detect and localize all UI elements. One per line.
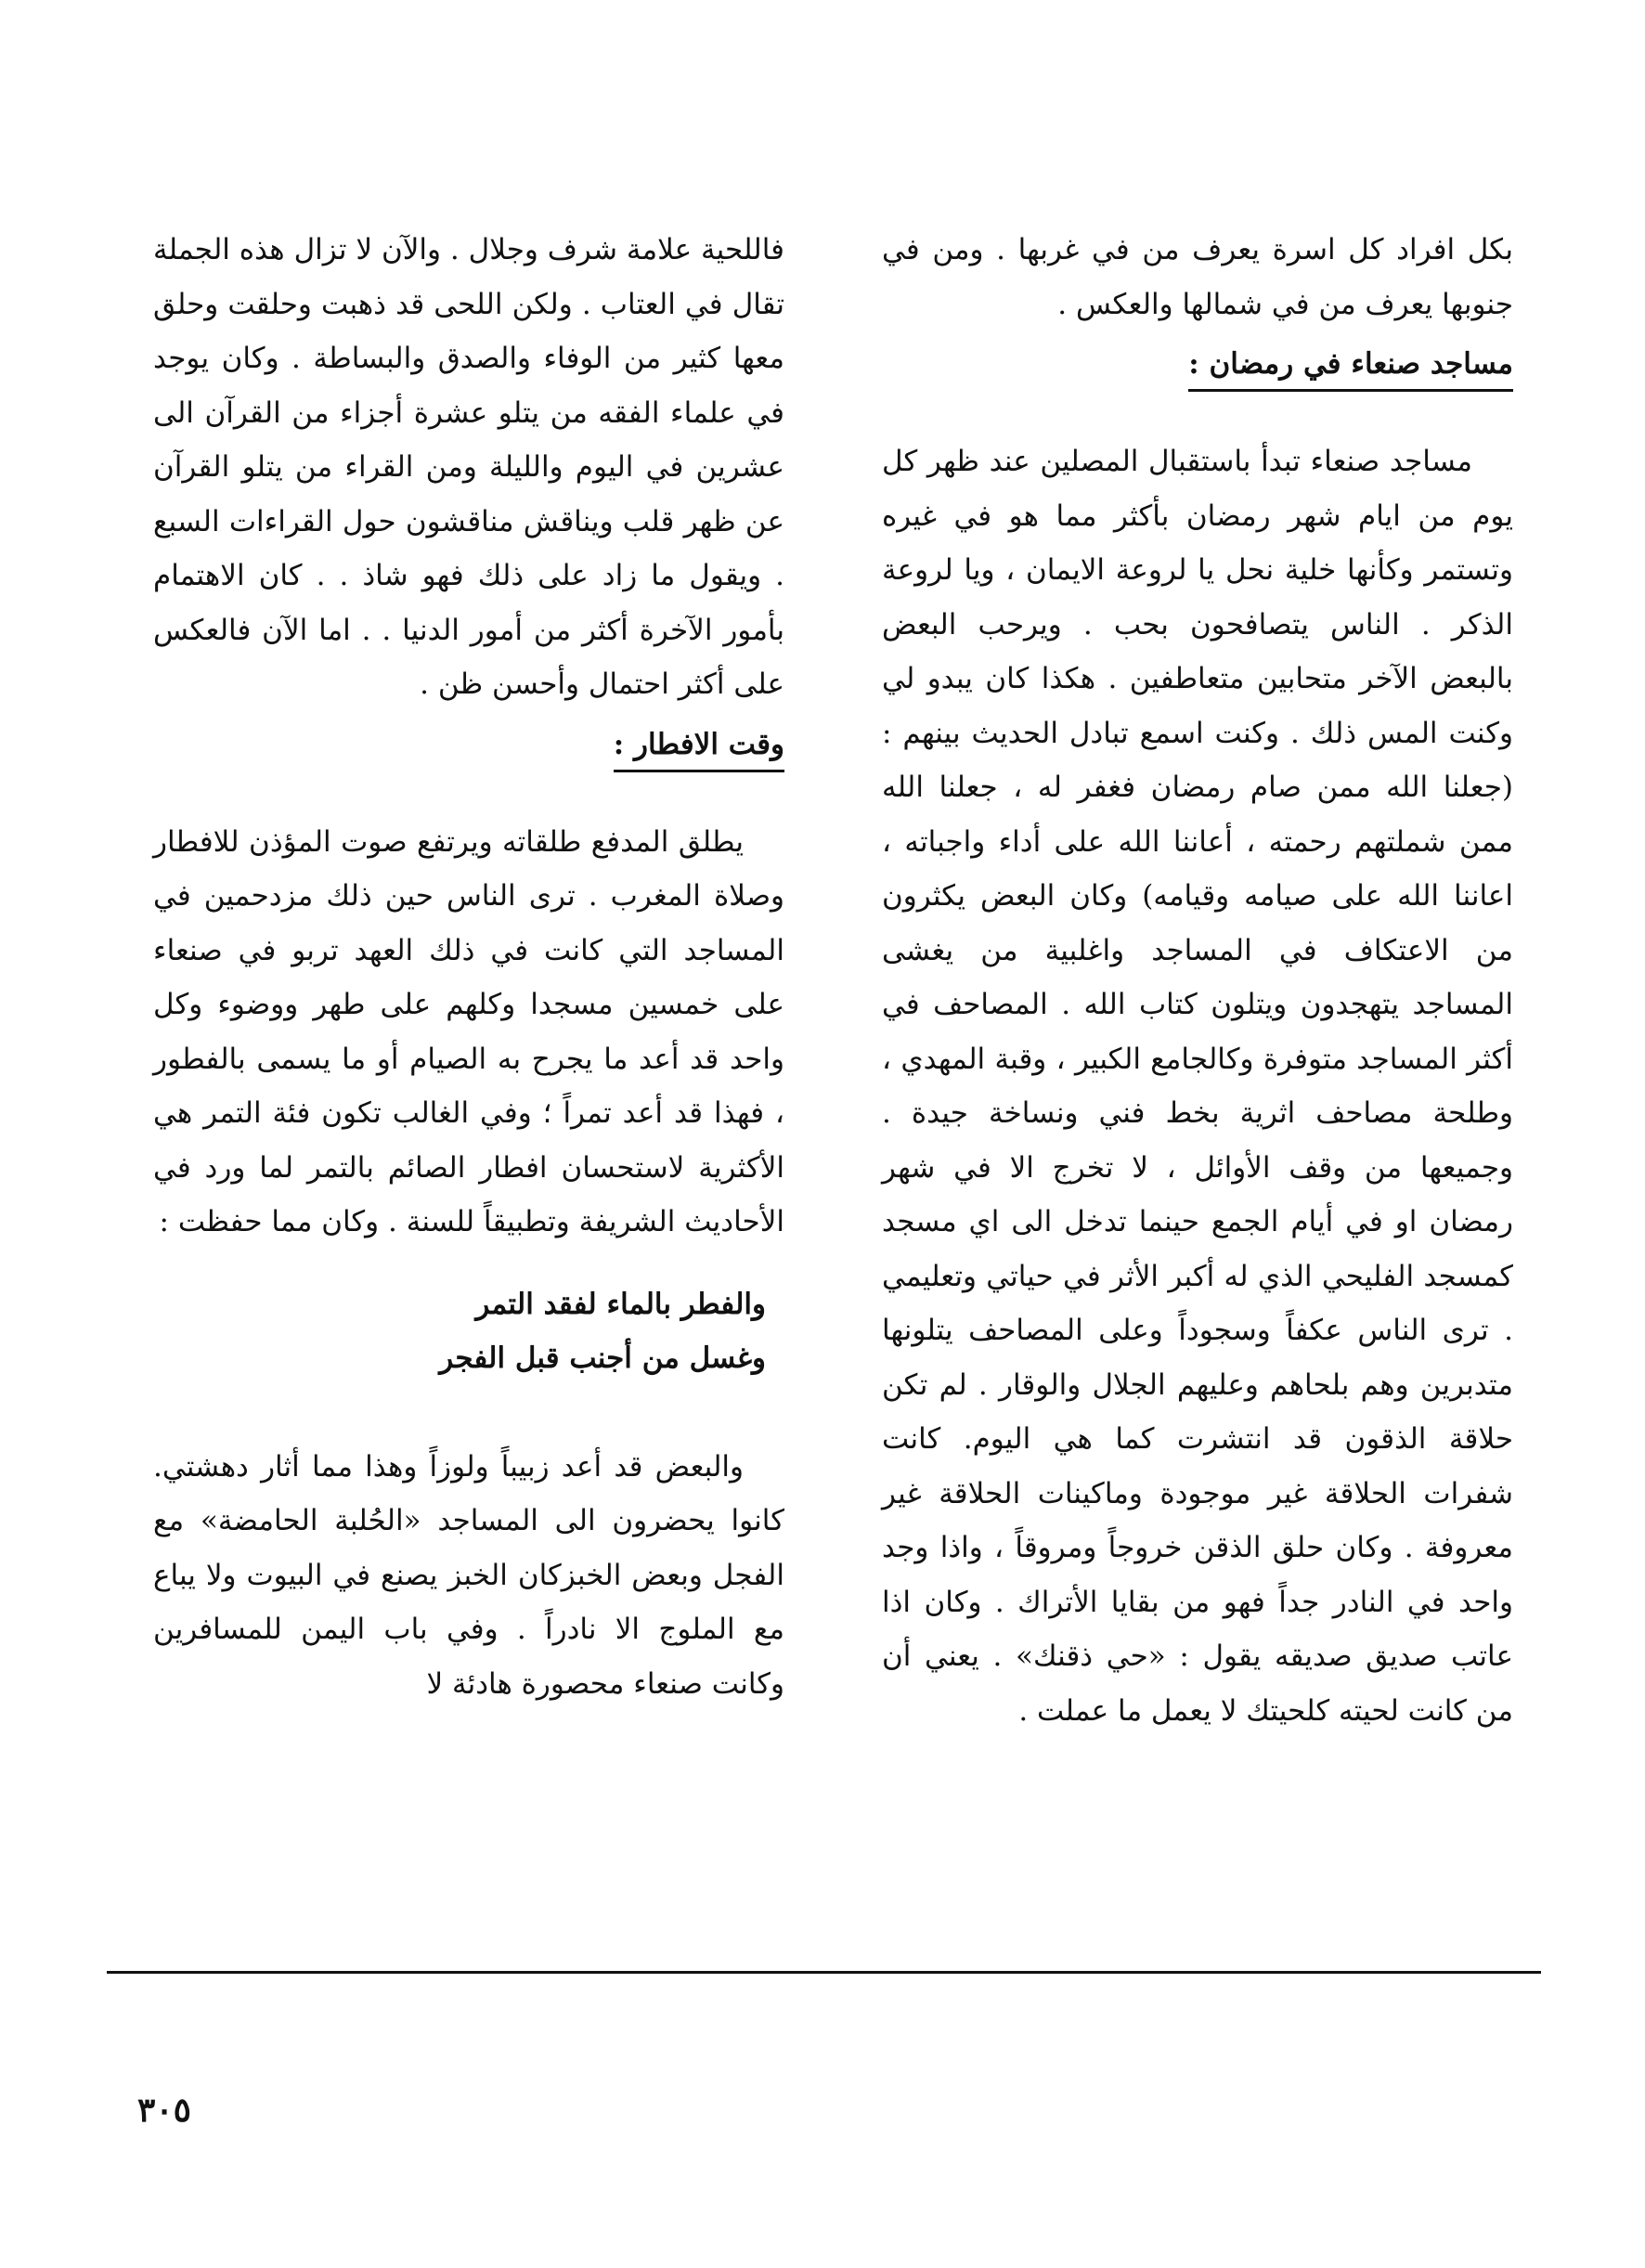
poem-verse-1: والفطر بالماء لفقد التمر	[475, 1287, 766, 1321]
iftar-continuation-paragraph: والبعض قد أعد زبيباً ولوزاً وهذا مما أثار دهشتي. كانوا يحضرون الى المساجد «الحُلبة الحامضة» مع الفجل وبعض الخبزكان الخبز يصنع في البيوت ولا يباع مع الملوج الا نادراً . وفي باب اليمن للمسافرين وكانت صنعاء محصورة هادئة لا	[153, 1449, 784, 1701]
left-column	[153, 223, 784, 1711]
right-column	[882, 223, 1513, 1738]
poem-verse-2: وغسل من أجنب قبل الفجر	[439, 1341, 766, 1375]
right-intro-paragraph: بكل افراد كل اسرة يعرف من في غربها . ومن في جنوبها يعرف من في شمالها والعكس .	[882, 233, 1513, 321]
footer-rule	[107, 1971, 1541, 1974]
section-heading-iftar-time: وقت الافطار :	[614, 723, 784, 772]
ramadan-mosques-paragraph: مساجد صنعاء تبدأ باستقبال المصلين عند ظهر كل يوم من ايام شهر رمضان بأكثر مما هو في غيره وتستمر وكأنها خلية نحل يا لروعة الايمان ، ويا لروعة الذكر . الناس يتصافحون بحب . ويرحب البعض بالبعض الآخر متحابين متعاطفين . هكذا كان يبدو لي وكنت المس ذلك . وكنت اسمع تبادل الحديث بينهم : (جعلنا الله ممن صام رمضان فغفر له ، جعلنا الله ممن شملتهم رحمته ، أعاننا الله على أداء واجباته ، اعاننا الله على صيامه وقيامه) وكان البعض يكثرون من الاعتكاف في المساجد واغلبية من يغشى المساجد يتهجدون ويتلون كتاب الله . المصاحف في أكثر المساجد متوفرة وكالجامع الكبير ، وقبة المهدي ، وطلحة مصاحف اثرية بخط فني ونساخة جيدة . وجميعها من وقف الأوائل ، لا تخرج الا في شهر رمضان او في أيام الجمع حينما تدخل الى اي مسجد كمسجد الفليحي الذي له أكبر الأثر في حياتي وتعليمي . ترى الناس عكفاً وسجوداً وعلى المصاحف يتلونها متدبرين وهم بلحاهم وعليهم الجلال والوقار . لم تكن حلاقة الذقون قد انتشرت كما هي اليوم. كانت شفرات الحلاقة غير موجودة وماكينات الحلاقة غير معروفة . وكان حلق الذقن خروجاً ومروقاً ، واذا وجد واحد في النادر جداً فهو من بقايا الأتراك . وكان اذا عاتب صديق صديقه يقول : «حي ذقنك» . يعني أن من كانت لحيته كلحيتك لا يعمل ما عملت .	[882, 445, 1513, 1728]
section-heading-ramadan-mosques: مساجد صنعاء في رمضان :	[1188, 343, 1513, 392]
left-intro-paragraph: فاللحية علامة شرف وجلال . والآن لا تزال هذه الجملة تقال في العتاب . ولكن اللحى قد ذهبت وحلقت وحلق معها كثير من الوفاء والصدق والبساطة . وكان يوجد في علماء الفقه من يتلو عشرة أجزاء من القرآن الى عشرين في اليوم والليلة ومن القراء من يتلو القرآن عن ظهر قلب ويناقش مناقشون حول القراءات السبع . ويقول ما زاد على ذلك فهو شاذ . . كان الاهتمام بأمور الآخرة أكثر من أمور الدنيا . . اما الآن فالعكس على أكثر احتمال وأحسن ظن .	[153, 233, 784, 701]
iftar-time-paragraph: يطلق المدفع طلقاته ويرتفع صوت المؤذن للافطار وصلاة المغرب . ترى الناس حين ذلك مزدحمين في المساجد التي كانت في ذلك العهد تربو في صنعاء على خمسين مسجدا وكلهم على طهر ووضوء وكل واحد قد أعد ما يجرح به الصيام أو ما يسمى بالفطور ، فهذا قد أعد تمراً ؛ وفي الغالب تكون فئة التمر هي الأكثرية لاستحسان افطار الصائم بالتمر لما ورد في الأحاديث الشريفة وتطبيقاً للسنة . وكان مما حفظت :	[153, 824, 784, 1238]
page-number: ٣٠٥	[137, 2091, 192, 2130]
poem-verses	[153, 1277, 784, 1386]
